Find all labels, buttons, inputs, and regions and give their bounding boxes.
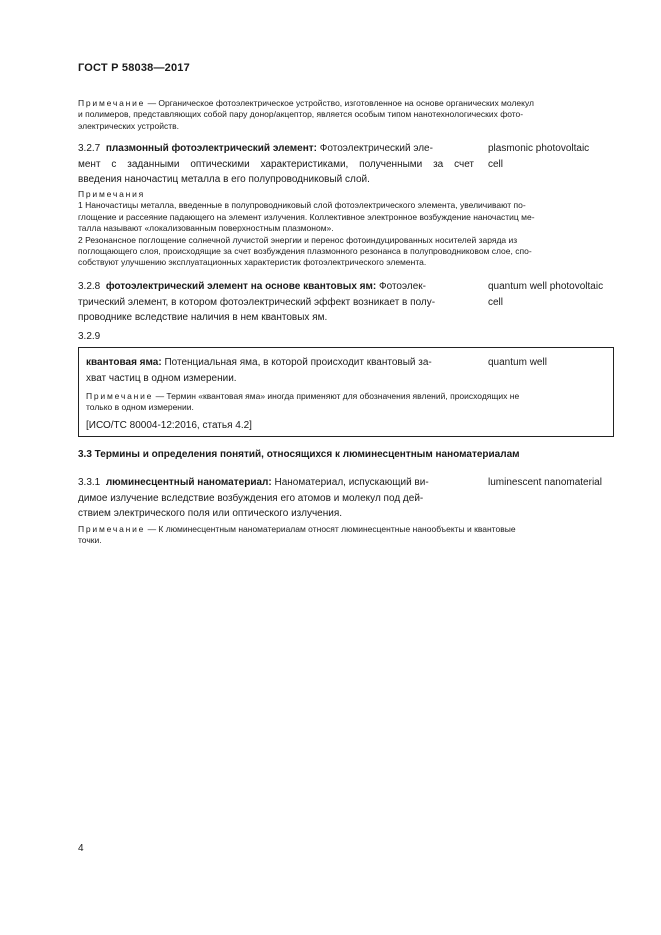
term-line: хват частиц в одном измерении. — [86, 372, 237, 384]
term-line: введения наночастиц металла в его полупроводниковый слой. — [78, 174, 370, 185]
term-line: мент с заданными оптическими характеристиками, полученными за счет — [78, 158, 474, 170]
standard-designation: ГОСТ Р 58038—2017 — [78, 62, 190, 74]
note-line: поглощающего слоя, происходящие за счет возбуждения плазмонного резонанса в полупроводниковом слое, спо- — [78, 246, 532, 257]
term-line: проводнике вследствие наличия в нем квантовых ям. — [78, 312, 328, 323]
term-number: 3.3.1 — [78, 477, 101, 488]
section-title: 3.3 Термины и определения понятий, относящихся к люминесцентным наноматериалам — [78, 449, 520, 460]
note-label: Примечание — [78, 98, 146, 108]
term-line: 3.2.7 плазмонный фотоэлектрический элемент: Фотоэлектрический эле- — [78, 143, 433, 154]
note-line: 2 Резонансное поглощение солнечной лучистой энергии и перенос фотоиндуцированных носителей заряда из — [78, 234, 518, 245]
note-quantum-well — [86, 391, 607, 414]
note-luminescent — [78, 524, 614, 547]
note-line: Примечание — К люминесцентным наноматериалам относят люминесцентные нанообъекты и квантовые — [78, 524, 516, 534]
term-english-quantum-well-cell: quantum well photovoltaic cell — [488, 281, 604, 308]
term-number: 3.2.7 — [78, 143, 101, 154]
notes-label: Примечания — [78, 189, 146, 199]
term-line: ствием электрического поля или оптического излучения. — [78, 508, 343, 519]
term-line: 3.2.8 фотоэлектрический элемент на основе квантовых ям: Фотоэлек- — [78, 281, 426, 292]
term-line: димое излучение вследствие возбуждения его атомов и молекул под дей- — [78, 492, 424, 504]
note-line: Примечание — Термин «квантовая яма» иногда применяют для обозначения явлений, происходящих не — [86, 391, 520, 401]
term-name: квантовая яма: — [86, 357, 162, 368]
term-english-quantum-well: quantum well — [488, 357, 547, 368]
note-line: электрических устройств. — [78, 120, 180, 131]
note-line: талла называют «локализованным поверхностным плазмоном». — [78, 223, 334, 234]
source-reference: [ИСО/ТС 80004-12:2016, статья 4.2] — [86, 420, 252, 431]
term-entry-luminescent — [78, 475, 474, 522]
note-line: и полимеров, представляющих собой пару донор/акцептор, является особым типом нанотехнологических фото- — [78, 109, 524, 120]
note-line: только в одном измерении. — [86, 402, 194, 413]
term-number-329: 3.2.9 — [78, 331, 101, 342]
note-organic-photovoltaic — [78, 98, 614, 132]
note-line: глощение и рассеяние падающего на элемент излучения. Коллективное электронное возбуждение наночастиц ме- — [78, 211, 535, 222]
term-line: трический элемент, в котором фотоэлектрический эффект возникает в полу- — [78, 296, 436, 308]
notes-plasmonic — [78, 189, 614, 269]
term-english-luminescent: luminescent nanomaterial — [488, 477, 602, 488]
term-entry-quantum-well — [86, 355, 474, 386]
note-line: 1 Наночастицы металла, введенные в полупроводниковый слой фотоэлектрического элемента, увеличивают по- — [78, 200, 526, 211]
note-label: Примечание — [78, 524, 146, 534]
note-line: точки. — [78, 535, 102, 546]
term-line: 3.3.1 люминесцентный наноматериал: Наноматериал, испускающий ви- — [78, 477, 429, 488]
note-label: Примечание — [86, 391, 154, 401]
term-line: квантовая яма: Потенциальная яма, в которой происходит квантовый за- — [86, 357, 432, 368]
term-box-quantum-well — [78, 347, 614, 437]
term-name: фотоэлектрический элемент на основе квантовых ям: — [105, 281, 377, 292]
note-line: Примечание — Органическое фотоэлектрическое устройство, изготовленное на основе органических молекул — [78, 98, 534, 108]
page-number: 4 — [78, 843, 84, 854]
term-name: люминесцентный наноматериал: — [105, 477, 272, 488]
term-number: 3.2.8 — [78, 281, 101, 292]
term-english-plasmonic: plasmonic photovoltaic cell — [488, 143, 590, 170]
note-line: собствуют улучшению эксплуатационных характеристик фотоэлектрического элемента. — [78, 257, 427, 268]
term-entry-quantum-well-cell — [78, 279, 474, 326]
term-name: плазмонный фотоэлектрический элемент: — [105, 143, 317, 154]
term-entry-plasmonic — [78, 141, 474, 188]
